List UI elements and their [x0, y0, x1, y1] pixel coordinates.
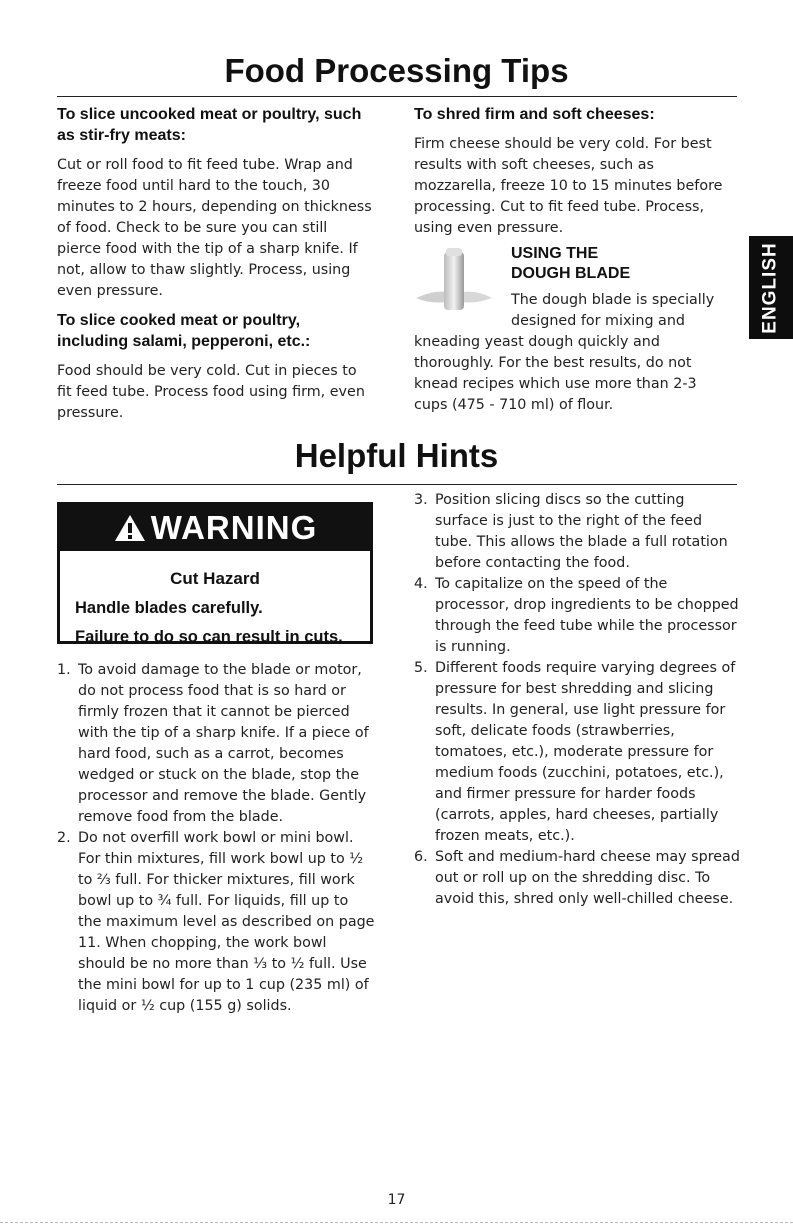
- dough-blade-icon: [414, 246, 494, 316]
- list-item: 5. Different foods require varying degrees of pressure for best shredding and slicing results. In general, use light pressure for soft, delicate foods (strawberries, tomatoes, etc.), moderate pressure for medium foods (zucchini, potatoes, etc.), and firmer pressure for harder foods (carrots, apples, hard cheeses, partially frozen meats, etc.).: [414, 660, 736, 844]
- dough-text-line2: designed for mixing and: [511, 313, 685, 329]
- list-item: 3. Position slicing discs so the cutting surface is just to the right of the feed tube. This allows the blade a full rotation before contacting the food.: [414, 492, 728, 571]
- warning-line-2: Failure to do so can result in cuts.: [75, 628, 343, 646]
- list-item: 4. To capitalize on the speed of the processor, drop ingredients to be chopped through the feed tube while the processor is running.: [414, 576, 739, 655]
- tip-heading-cheese: To shred firm and soft cheeses:: [414, 106, 655, 123]
- tip-text-uncooked-meat: Cut or roll food to fit feed tube. Wrap and freeze food until hard to the touch, 30 minutes to 2 hours, depending on thickness of food. Check to be sure you can still pierce food with the tip of a sharp knife. If not, allow to thaw slightly. Process, using even pressure.: [57, 157, 372, 299]
- language-tab-label: ENGLISH: [760, 241, 782, 334]
- warning-box: [57, 502, 373, 644]
- dough-blade-section: [414, 244, 732, 416]
- tips-left-column: [57, 104, 372, 424]
- tip-text-cooked-meat: Food should be very cold. Cut in pieces to fit feed tube. Process food using firm, even pressure.: [57, 363, 365, 421]
- list-item: 1. To avoid damage to the blade or motor, do not process food that is so hard or firmly frozen that it cannot be pierced with the tip of a sharp knife. If a piece of hard food, such as a carrot, becomes wedged or stuck on the blade, stop the processor and remove the blade. Gently remove food from the blade.: [57, 662, 369, 825]
- warning-line-1: Handle blades carefully.: [75, 599, 263, 617]
- title-rule-2: [57, 484, 737, 485]
- section-title-food-processing-tips: Food Processing Tips: [224, 52, 569, 89]
- title-rule: [57, 96, 737, 97]
- hints-left-column: [57, 660, 375, 1017]
- tip-heading-cooked-meat: To slice cooked meat or poultry, including salami, pepperoni, etc.:: [57, 312, 311, 350]
- tip-heading-uncooked-meat: To slice uncooked meat or poultry, such as stir-fry meats:: [57, 106, 362, 144]
- list-item: 6. Soft and medium-hard cheese may spread out or roll up on the shredding disc. To avoid this, shred only well-chilled cheese.: [414, 849, 740, 907]
- warning-triangle-icon: [113, 513, 147, 543]
- warning-category: Cut Hazard: [170, 569, 260, 588]
- tips-right-column: [414, 104, 732, 416]
- page-number: 17: [387, 1192, 406, 1208]
- warning-header-text: WARNING: [150, 509, 318, 546]
- hints-right-column: [414, 490, 740, 910]
- dough-text-line1: The dough blade is specially: [511, 292, 715, 308]
- warning-header: [60, 505, 370, 551]
- bottom-dashed-edge: [0, 1222, 793, 1223]
- dough-heading-line1: USING THE: [511, 245, 599, 262]
- dough-heading-line2: DOUGH BLADE: [511, 265, 631, 282]
- section-title-helpful-hints: Helpful Hints: [294, 437, 499, 474]
- tip-text-cheese: Firm cheese should be very cold. For best results with soft cheeses, such as mozzarella, freeze 10 to 15 minutes before processing. Cut to fit feed tube. Process, using even pressure.: [414, 136, 723, 236]
- dough-text-rest: kneading yeast dough quickly and thoroughly. For the best results, do not knead recipes which use more than 2-3 cups (475 - 710 ml) of flour.: [414, 334, 697, 413]
- list-item: 2. Do not overfill work bowl or mini bowl. For thin mixtures, fill work bowl up to ½ to ⅔ full. For thicker mixtures, fill work bowl up to ¾ full. For liquids, fill up to the maximum level as described on page 11. When chopping, the work bowl should be no more than ⅓ to ½ full. Use the mini bowl for up to 1 cup (235 ml) of liquid or ½ cup (155 g) solids.: [57, 830, 375, 1014]
- language-tab: [749, 236, 793, 339]
